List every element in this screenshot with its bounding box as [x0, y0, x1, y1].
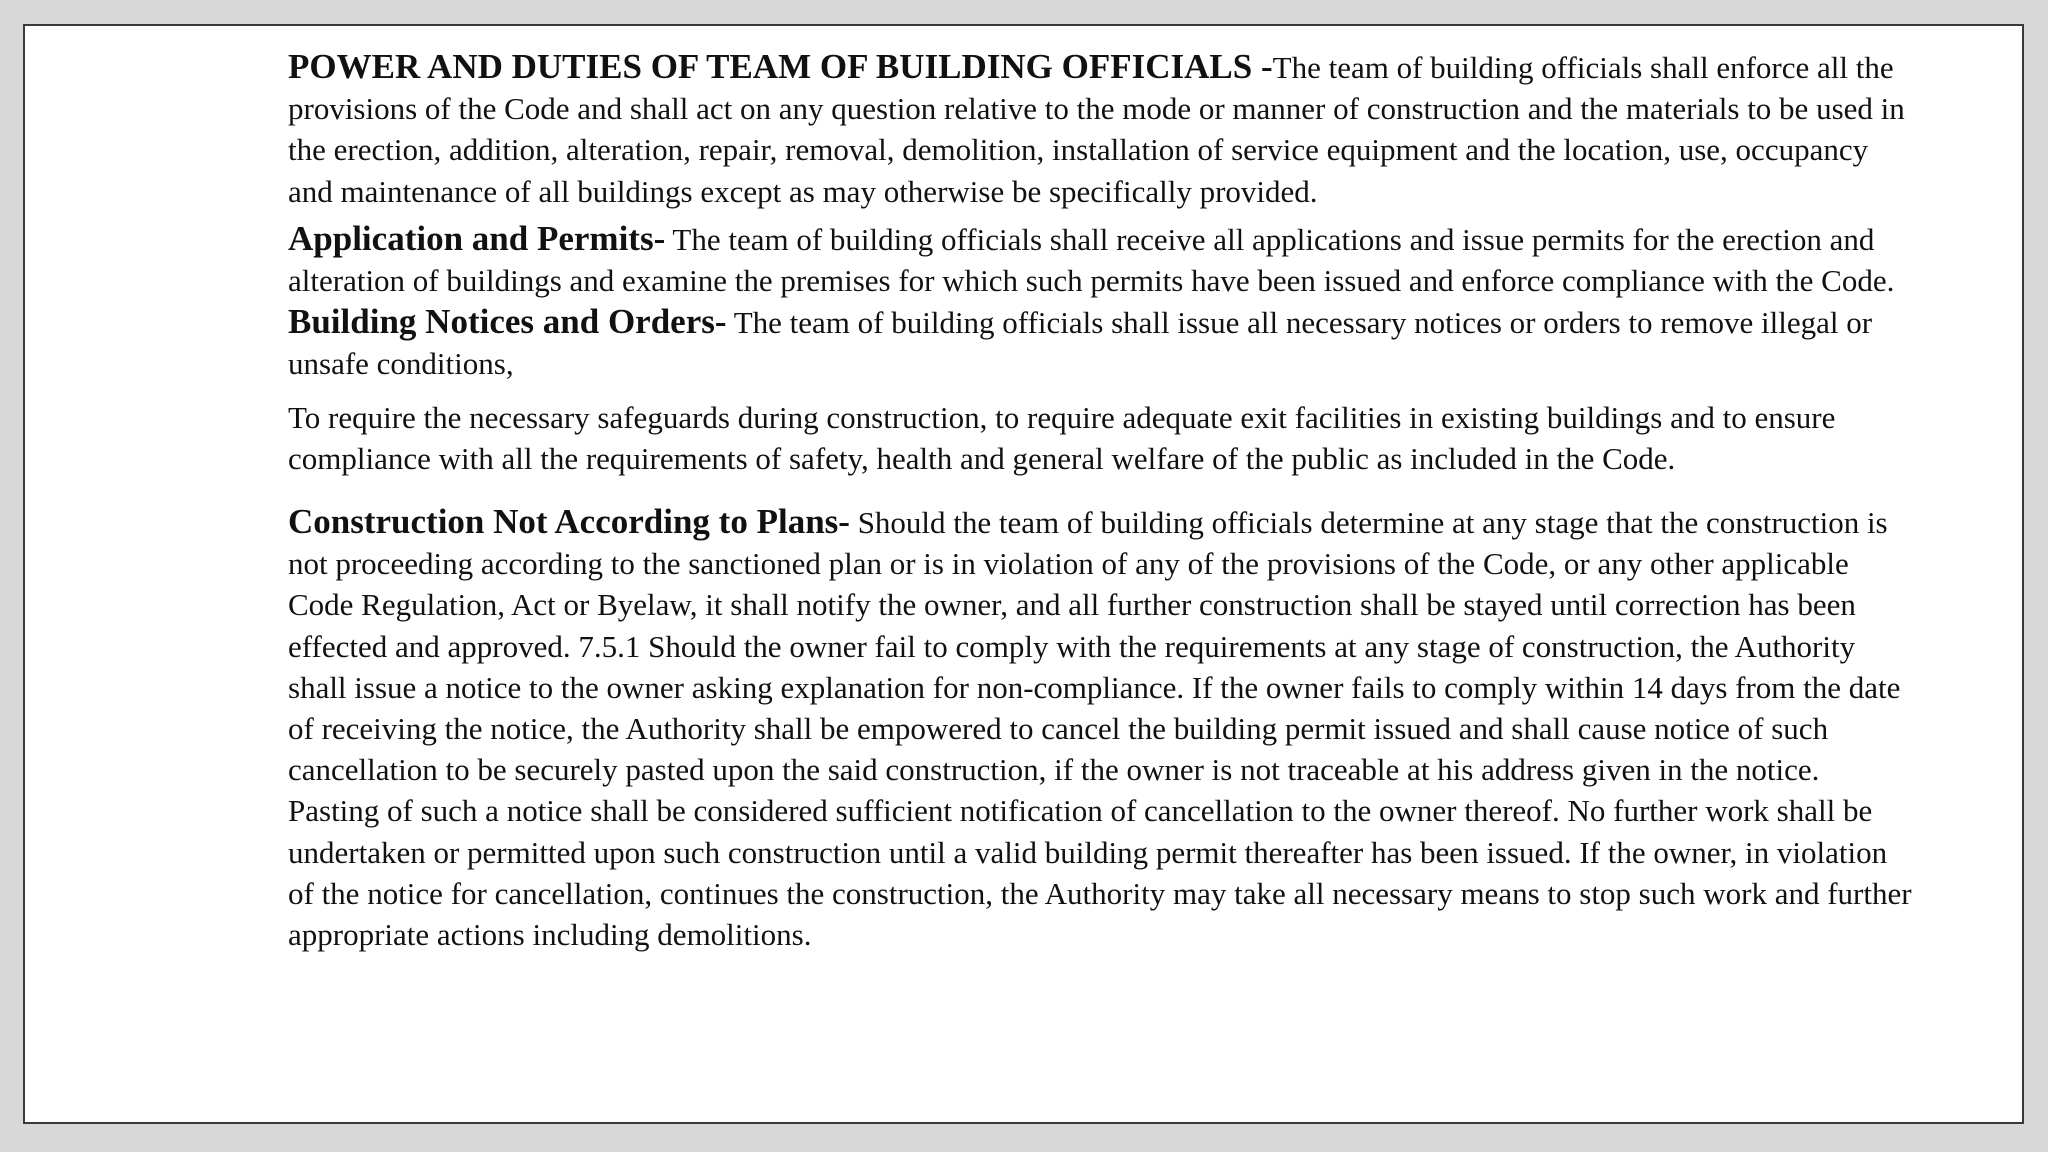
document-content — [288, 46, 1913, 955]
section-body: To require the necessary safeguards during construction, to require adequate exit facilities in existing buildings and to ensure compliance with all the requirements of safety, health and general welfare of the public as included in the Code. — [288, 399, 1836, 476]
section-application-and-permits — [288, 218, 1913, 301]
section-heading: POWER AND DUTIES OF TEAM OF BUILDING OFFICIALS - — [288, 47, 1273, 86]
section-heading: Application and Permits- — [288, 218, 666, 258]
section-body: The team of building officials shall enforce all the provisions of the Code and shall act on any question relative to the mode or manner of construction and the materials to be used in the erection, addition, alteration, repair, removal, demolition, installation of service equipment and the location, use, occupancy and maintenance of all buildings except as may otherwise be specifically provided. — [288, 50, 1905, 209]
section-construction-not-according-to-plans — [288, 501, 1913, 955]
section-body: Should the team of building officials determine at any stage that the construction is not proceeding according to the sanctioned plan or is in violation of any of the provisions of the Code, or any other applicable Code Regulation, Act or Byelaw, it shall notify the owner, and all further construction shall be stayed until correction has been effected and approved. 7.5.1 Should the owner fail to comply with the requirements at any stage of construction, the Authority shall issue a notice to the owner asking explanation for non-compliance. If the owner fails to comply within 14 days from the date of receiving the notice, the Authority shall be empowered to cancel the building permit issued and shall cause notice of such cancellation to be securely pasted upon the said construction, if the owner is not traceable at his address given in the notice. Pasting of such a notice shall be considered sufficient notification of cancellation to the owner thereof. No further work shall be undertaken or permitted upon such construction until a valid building permit thereafter has been issued. If the owner, in violation of the notice for cancellation, continues the construction, the Authority may take all necessary means to stop such work and further appropriate actions including demolitions. — [288, 505, 1912, 953]
section-safeguards — [288, 397, 1913, 479]
section-body: The team of building officials shall issue all necessary notices or orders to remove illegal or unsafe conditions, — [288, 305, 1873, 382]
section-heading: Construction Not According to Plans- — [288, 502, 850, 542]
section-heading: Building Notices and Orders- — [288, 302, 727, 342]
section-building-notices-and-orders — [288, 301, 1913, 384]
document-page — [23, 24, 2024, 1124]
section-body: The team of building officials shall receive all applications and issue permits for the erection and alteration of buildings and examine the premises for which such permits have been issued and enforce compliance with the Code. — [288, 221, 1895, 299]
section-power-and-duties — [288, 46, 1913, 212]
